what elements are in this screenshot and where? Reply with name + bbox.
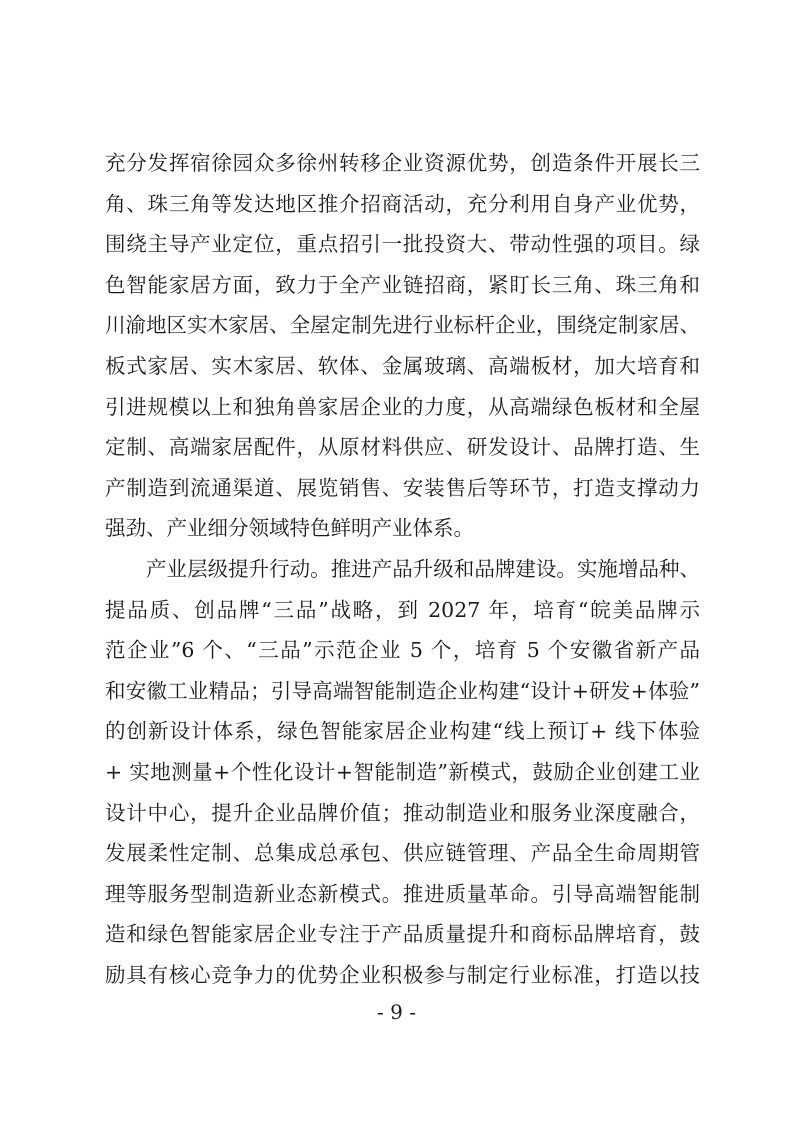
page-number: - 9 - [377,1000,416,1024]
text-line: 提品质、创品牌“三品”战略，到 2027 年，培育“皖美品牌示 [105,597,700,622]
text-line: 角、珠三角等发达地区推介招商活动，充分利用自身产业优势， [105,191,700,216]
text-line: 产业层级提升行动。推进产品升级和品牌建设。实施增品种、 [105,556,700,581]
text-line: 设计中心，提升企业品牌价值；推动制造业和服务业深度融合， [105,800,700,825]
text-line: 引进规模以上和独角兽家居企业的力度，从高端绿色板材和全屋 [105,394,700,419]
text-line: 励具有核心竞争力的优势企业积极参与制定行业标准，打造以技 [105,962,700,987]
text-line: 的创新设计体系，绿色智能家居企业构建“线上预订+ 线下体验 [105,719,700,744]
text-line: 产制造到流通渠道、展览销售、安装售后等环节，打造支撑动力 [105,475,700,500]
text-line: 色智能家居方面，致力于全产业链招商，紧盯长三角、珠三角和 [105,272,700,297]
text-line: 围绕主导产业定位，重点招引一批投资大、带动性强的项目。绿 [105,232,700,257]
text-line: 造和绿色智能家居企业专注于产品质量提升和商标品牌培育，鼓 [105,922,700,947]
text-line: 定制、高端家居配件，从原材料供应、研发设计、品牌打造、生 [105,435,700,460]
text-line: 范企业”6 个、“三品”示范企业 5 个，培育 5 个安徽省新产品 [105,638,700,663]
body-text [105,143,700,995]
text-line: 强劲、产业细分领域特色鲜明产业体系。 [105,516,474,541]
text-line: 理等服务型制造新业态新模式。推进质量革命。引导高端智能制 [105,881,700,906]
text-line: 和安徽工业精品；引导高端智能制造企业构建“设计+研发+体验” [105,678,700,703]
text-line: 川渝地区实木家居、全屋定制先进行业标杆企业，围绕定制家居、 [105,313,700,338]
text-line: 板式家居、实木家居、软体、金属玻璃、高端板材，加大培育和 [105,353,700,378]
text-line: 发展柔性定制、总集成总承包、供应链管理、产品全生命周期管 [105,841,700,866]
text-line: 充分发挥宿徐园众多徐州转移企业资源优势，创造条件开展长三 [105,151,700,175]
text-line: + 实地测量+个性化设计+智能制造”新模式，鼓励企业创建工业 [105,759,700,784]
